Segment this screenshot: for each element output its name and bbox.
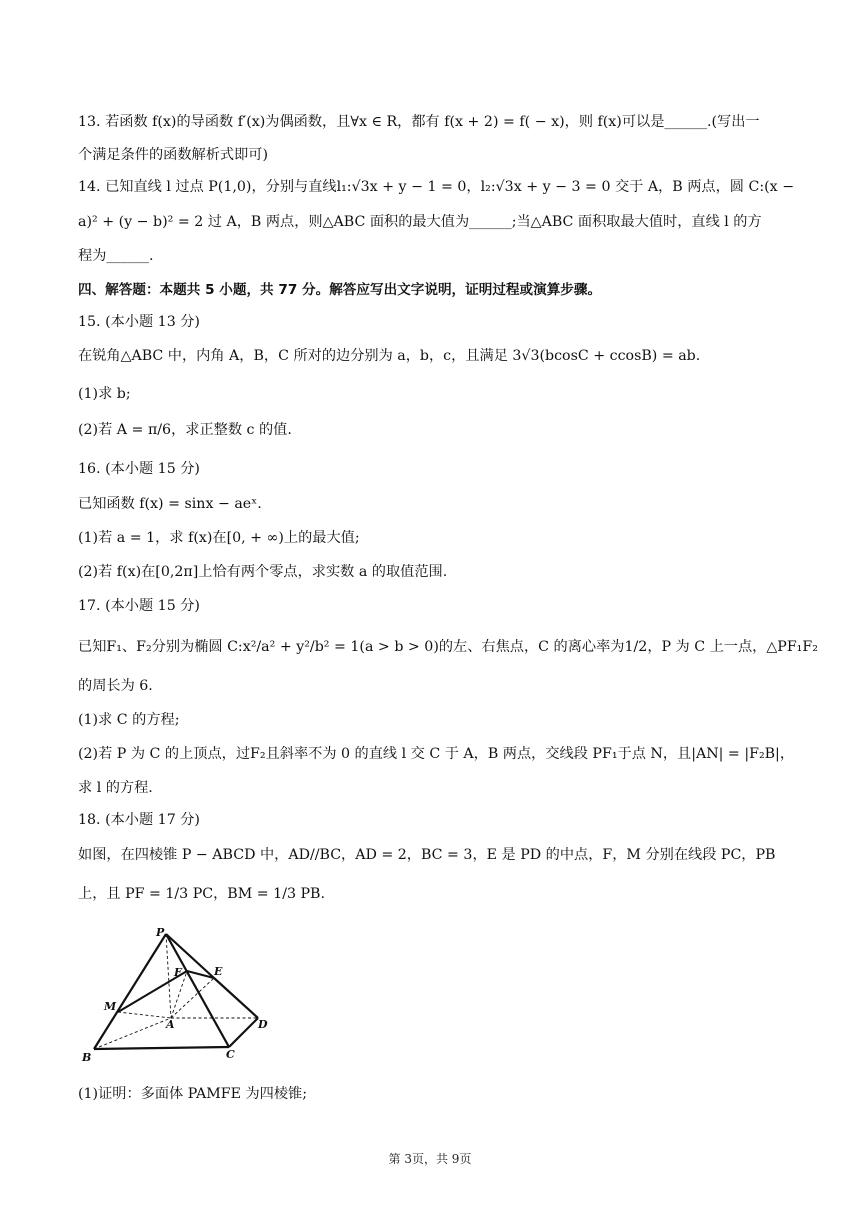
q17-part1: (1)求 C 的方程; (78, 712, 180, 728)
edge-pb (94, 934, 166, 1049)
edge-ba (94, 1018, 171, 1049)
edge-ae (171, 978, 214, 1018)
edge-ed (214, 978, 258, 1018)
section-heading: 四、解答题：本题共 5 小题，共 77 分。解答应写出文字说明，证明过程或演算步骤。 (78, 282, 602, 298)
label-b: B (82, 1051, 92, 1064)
q15-title: 15. (本小题 13 分) (78, 314, 200, 330)
q13-line-2: 个满足条件的函数解析式即可) (78, 147, 268, 163)
edge-cd (229, 1018, 258, 1047)
label-a: A (166, 1018, 175, 1031)
q18-title: 18. (本小题 17 分) (78, 812, 200, 828)
label-d: D (258, 1018, 268, 1031)
edge-pa (166, 934, 171, 1018)
q13-line-1: 13. 若函数 f(x)的导函数 f′(x)为偶函数，且∀x ∈ R，都有 f(x + 2) = f( − x)，则 f(x)可以是______.(写出一 (78, 114, 760, 130)
q16-part2: (2)若 f(x)在[0,2π]上恰有两个零点，求实数 a 的取值范围. (78, 564, 448, 580)
q18-part1: (1)证明：多面体 PAMFE 为四棱锥; (78, 1086, 307, 1102)
q18-stem-2: 上，且 PF = 1/3 PC，BM = 1/3 PB. (78, 886, 325, 902)
edge-ma (118, 1012, 171, 1018)
q17-part2-2: 求 l 的方程. (78, 780, 153, 796)
label-m: M (104, 1000, 117, 1013)
q17-stem-1: 已知F₁、F₂分别为椭圆 C:x²/a² + y²/b² = 1(a > b > 0)的左、右焦点，C 的离心率为1/2，P 为 C 上一点，△PF₁F₂ (78, 639, 818, 655)
pyramid-figure (80, 924, 280, 1064)
page-footer: 第 3页，共 9页 (388, 1152, 472, 1166)
q15-stem: 在锐角△ABC 中，内角 A，B，C 所对的边分别为 a，b，c，且满足 3√3(bcosC + ccosB) = ab. (78, 348, 701, 364)
q17-part2-1: (2)若 P 为 C 的上顶点，过F₂且斜率不为 0 的直线 l 交 C 于 A，B 两点，交线段 PF₁于点 N，且|AN| = |F₂B|， (78, 746, 795, 762)
edge-pc (166, 934, 229, 1047)
q17-title: 17. (本小题 15 分) (78, 598, 200, 614)
q16-stem: 已知函数 f(x) = sinx − aeˣ. (78, 496, 262, 512)
q14-line-3: 程为______. (78, 248, 154, 264)
label-f: F (174, 966, 182, 979)
q14-line-1: 14. 已知直线 l 过点 P(1,0)，分别与直线l₁:√3x + y − 1 = 0，l₂:√3x + y − 3 = 0 交于 A，B 两点，圆 C:(x − (78, 179, 795, 195)
q16-title: 16. (本小题 15 分) (78, 461, 200, 477)
edge-bc (94, 1047, 229, 1049)
q15-part1: (1)求 b; (78, 386, 131, 402)
q16-part1: (1)若 a = 1，求 f(x)在[0, + ∞)上的最大值; (78, 530, 360, 546)
q18-stem-1: 如图，在四棱锥 P − ABCD 中，AD//BC，AD = 2，BC = 3，E 是 PD 的中点，F，M 分别在线段 PC，PB (78, 847, 776, 863)
label-c: C (226, 1048, 235, 1061)
q17-stem-2: 的周长为 6. (78, 678, 153, 694)
label-p: P (156, 926, 165, 939)
q14-line-2: a)² + (y − b)² = 2 过 A，B 两点，则△ABC 面积的最大值为______;当△ABC 面积取最大值时，直线 l 的方 (78, 214, 762, 230)
q15-part2: (2)若 A = π/6，求正整数 c 的值. (78, 422, 292, 438)
label-e: E (214, 965, 223, 978)
